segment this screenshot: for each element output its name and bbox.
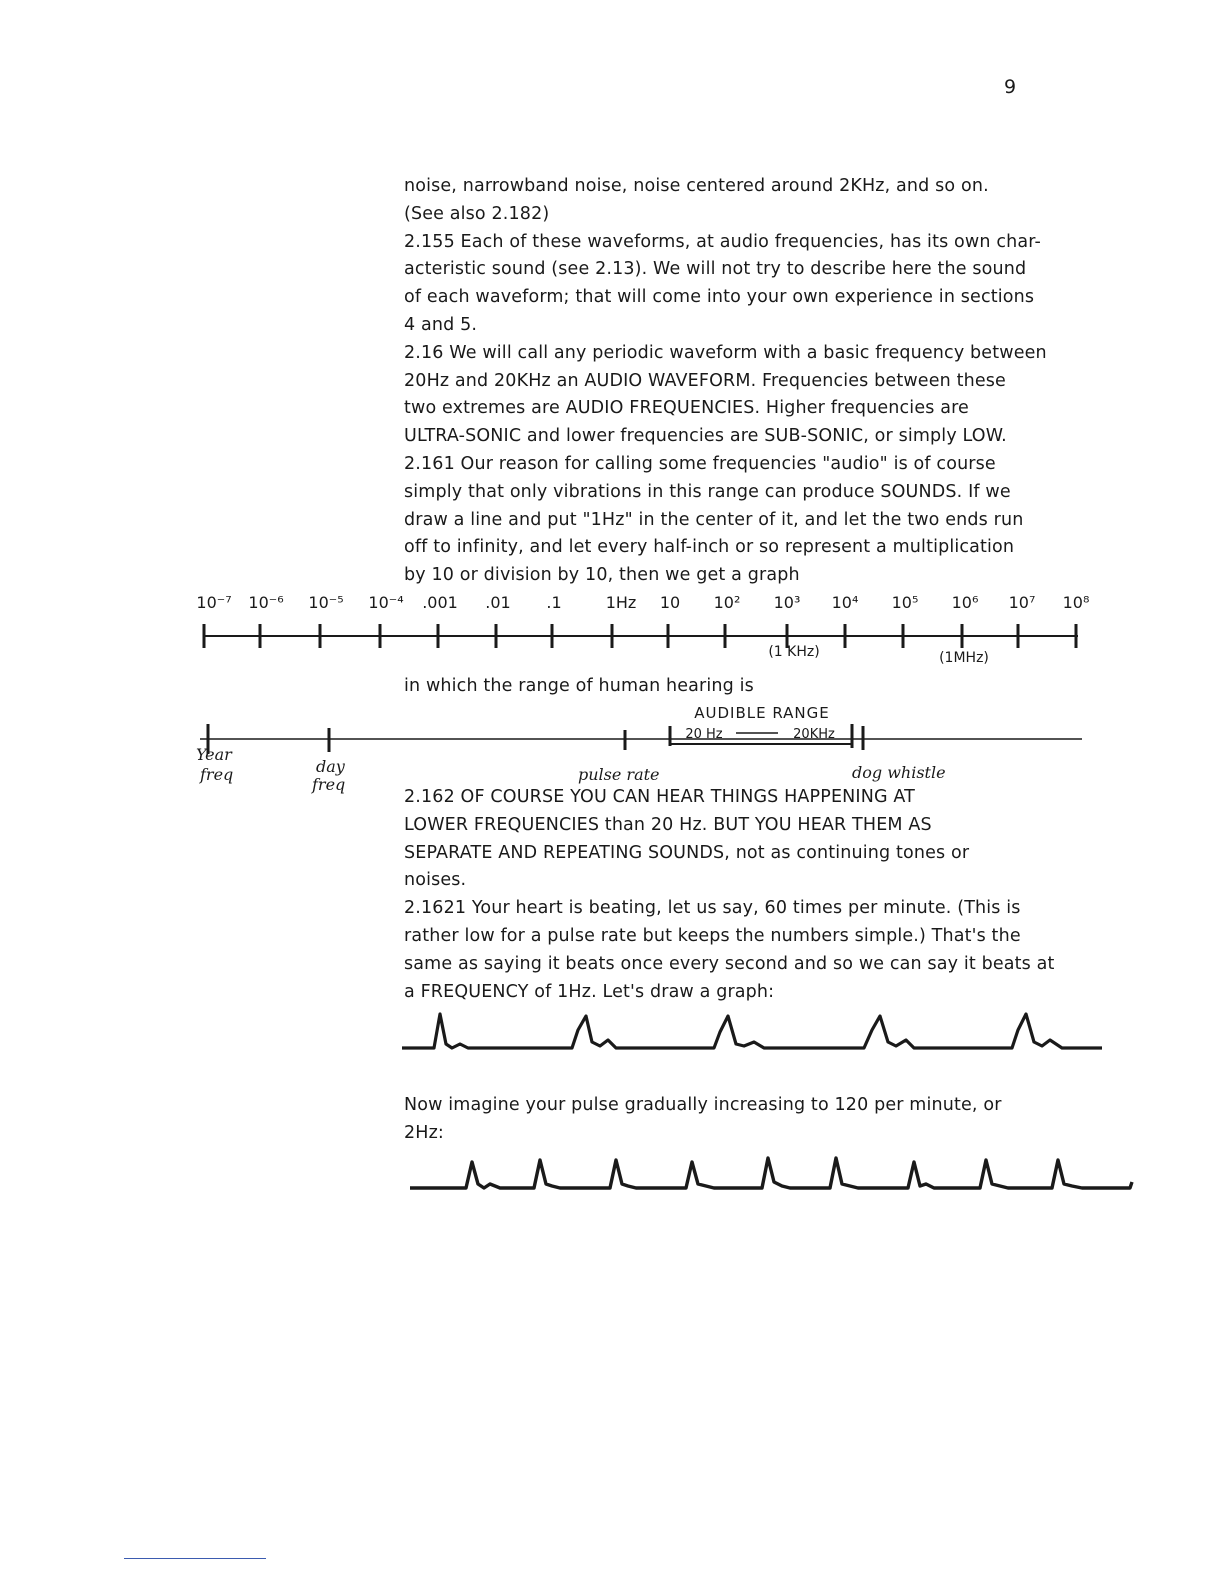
text-line: rather low for a pulse rate but keeps the numbers simple.) That's the bbox=[404, 925, 1021, 946]
label-day: day bbox=[316, 757, 345, 776]
text-line: ULTRA-SONIC and lower frequencies are SUB-SONIC, or simply LOW. bbox=[404, 426, 1007, 447]
tick-label: 10² bbox=[713, 593, 741, 612]
range-low-label: 20 Hz bbox=[685, 727, 723, 742]
label-day-freq: freq bbox=[312, 775, 346, 794]
text-line: 2.161 Our reason for calling some frequencies "audio" is of course bbox=[404, 453, 996, 474]
annotation-1mhz: (1MHz) bbox=[939, 650, 989, 666]
paragraph-lower-frequencies bbox=[404, 784, 1104, 1006]
text-line: 2.162 OF COURSE YOU CAN HEAR THINGS HAPPENING AT bbox=[404, 787, 915, 807]
text-line: same as saying it beats once every second and so we can say it beats at bbox=[404, 953, 1055, 974]
audible-range-diagram bbox=[0, 700, 1224, 794]
text-line: noises. bbox=[404, 870, 467, 891]
label-pulse-rate: pulse rate bbox=[578, 765, 660, 784]
text-line: Now imagine your pulse gradually increasing to 120 per minute, or bbox=[404, 1095, 1002, 1115]
text-line: 4 and 5. bbox=[404, 314, 478, 335]
footer-rule bbox=[124, 1558, 266, 1559]
text-line: SEPARATE AND REPEATING SOUNDS, not as continuing tones or bbox=[404, 842, 970, 863]
tick-label: 10⁸ bbox=[1062, 593, 1090, 612]
scale-tick-labels bbox=[196, 593, 1089, 612]
tick-label: 10⁻⁵ bbox=[308, 593, 344, 612]
text-line: by 10 or division by 10, then we get a graph bbox=[404, 565, 800, 586]
text-line: acteristic sound (see 2.13). We will not try to describe here the sound bbox=[404, 259, 1027, 280]
page-number: 9 bbox=[1004, 76, 1017, 98]
tick-label: 10⁴ bbox=[831, 593, 859, 612]
audible-range-title: AUDIBLE RANGE bbox=[694, 704, 830, 722]
tick-label: 10⁷ bbox=[1008, 593, 1036, 612]
annotation-1khz: (1 KHz) bbox=[768, 644, 820, 660]
text-line: simply that only vibrations in this range can produce SOUNDS. If we bbox=[404, 481, 1011, 502]
text-line: off to infinity, and let every half-inch or so represent a multiplication bbox=[404, 537, 1015, 558]
label-dog-whistle: dog whistle bbox=[852, 763, 946, 782]
text-line: 2.155 Each of these waveforms, at audio frequencies, has its own char- bbox=[404, 231, 1041, 252]
range-high-label: 20KHz bbox=[793, 727, 835, 742]
tick-label: 10⁻⁶ bbox=[248, 593, 284, 612]
text-line: 2Hz: bbox=[404, 1122, 444, 1143]
tick-label: .1 bbox=[546, 593, 562, 612]
tick-label: 10⁻⁴ bbox=[368, 593, 404, 612]
tick-label: 10⁻⁷ bbox=[196, 593, 232, 612]
text-line: in which the range of human hearing is bbox=[404, 676, 754, 696]
text-line: 2.1621 Your heart is beating, let us say, 60 times per minute. (This is bbox=[404, 898, 1021, 919]
paragraph-hearing-intro bbox=[404, 673, 1104, 701]
text-line: draw a line and put "1Hz" in the center of it, and let the two ends run bbox=[404, 509, 1024, 530]
pulse-waveform-1hz bbox=[402, 1014, 1102, 1048]
text-line: LOWER FREQUENCIES than 20 Hz. BUT YOU HEAR THEM AS bbox=[404, 814, 932, 835]
tick-label: 1Hz bbox=[605, 593, 637, 612]
pulse-waveform-2hz bbox=[410, 1158, 1132, 1188]
paragraph-intro bbox=[404, 173, 1104, 590]
label-year-freq: freq bbox=[200, 765, 234, 784]
label-year: Year bbox=[196, 745, 232, 764]
tick-label: .001 bbox=[422, 593, 458, 612]
tick-label: 10³ bbox=[773, 593, 801, 612]
text-line: (See also 2.182) bbox=[404, 203, 550, 224]
text-line: 2.16 We will call any periodic waveform with a basic frequency between bbox=[404, 342, 1047, 363]
paragraph-pulse-increase bbox=[404, 1092, 1104, 1148]
tick-label: 10⁶ bbox=[951, 593, 979, 612]
pulse-graph-1hz bbox=[402, 1010, 1102, 1060]
text-line: a FREQUENCY of 1Hz. Let's draw a graph: bbox=[404, 981, 775, 1002]
text-line: 20Hz and 20KHz an AUDIO WAVEFORM. Frequencies between these bbox=[404, 370, 1006, 391]
tick-label: .01 bbox=[485, 593, 511, 612]
tick-label: 10 bbox=[659, 593, 681, 612]
text-line: of each waveform; that will come into your own experience in sections bbox=[404, 287, 1035, 308]
tick-label: 10⁵ bbox=[891, 593, 919, 612]
pulse-graph-2hz bbox=[410, 1156, 1140, 1196]
text-line: two extremes are AUDIO FREQUENCIES. Higher frequencies are bbox=[404, 398, 969, 419]
text-line: noise, narrowband noise, noise centered around 2KHz, and so on. bbox=[404, 176, 989, 196]
